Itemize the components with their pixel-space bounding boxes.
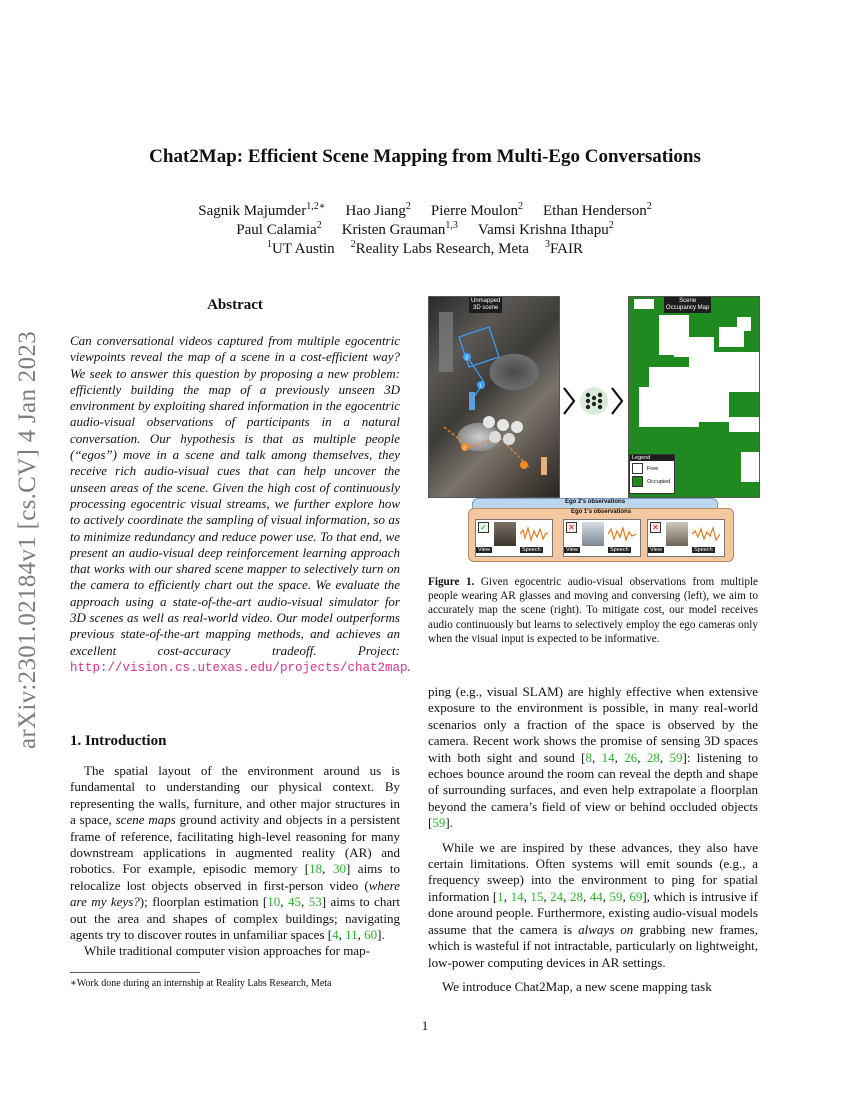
paragraph-text: , [614, 749, 625, 765]
citation-link[interactable]: 11 [345, 927, 358, 943]
intro-right-column [428, 684, 758, 995]
wall-shape [439, 312, 453, 372]
marker-orange-1 [520, 461, 528, 469]
paragraph-text: , [357, 927, 365, 943]
footnote-rule [70, 972, 200, 973]
chair [497, 419, 509, 431]
citation-link[interactable]: 45 [287, 894, 301, 910]
arxiv-stamp [8, 300, 48, 780]
intro-paragraph-5 [428, 979, 758, 995]
intro-paragraph-3 [428, 684, 758, 832]
chevron-right-icon [564, 388, 574, 414]
speech-label: Speech [694, 547, 713, 553]
paragraph-text: , [300, 894, 309, 910]
section-heading-introduction: 1. Introduction [70, 733, 167, 749]
intro-left-column [70, 763, 400, 960]
abstract-text: Can conversational videos captured from multiple egocentric viewpoints reveal the map of a scene in a cost-efficient way? We seek to answer this question by proposing a new problem: efficiently building the map of a previously unseen 3D environment by exploiting shared information in the egocentric audio-visual observations of participants in a natural conversation. Our hypothesis is that as multiple people (“egos”) move in a scene and talk among themselves, they receive rich audio-visual cues that can help uncover the unseen areas of the scene. Given the high cost of continuously processing egocentric visual streams, we further explore how to actively coordinate the sampling of visual information, so as to minimize redundancy and reduce power use. To that end, we present an audio-visual deep reinforcement learning approach that works with our shared scene mapper to selectively turn on the camera to efficiently chart out the space. We evaluate the approach using a state-of-the-art audio-visual simulator for 3D scenes as well as real-world video. Our model outperforms previous state-of-the-art mapping methods, and achieves an excellent cost-accuracy tradeoff. Project: http://vision.cs.utexas.edu/projects/chat2map. [70, 333, 411, 675]
paragraph-text: , [543, 888, 551, 904]
check-icon: ✓ [478, 522, 489, 533]
speech-waveform [692, 526, 720, 542]
citation-link[interactable]: 30 [332, 861, 346, 877]
citation-link[interactable]: 59 [669, 749, 683, 765]
paragraph-text: , [591, 749, 602, 765]
intro-paragraph-4 [428, 840, 758, 971]
paragraph-text: , [563, 888, 570, 904]
citation-link[interactable]: 53 [308, 894, 322, 910]
emphasis-text: where are my keys? [70, 877, 400, 910]
paragraph-text: , [582, 888, 590, 904]
speech-label: Speech [522, 547, 541, 553]
ego1-panel [468, 508, 734, 562]
project-link[interactable]: http://vision.cs.utexas.edu/projects/chat2map [70, 660, 408, 675]
paragraph-text: ping (e.g., visual SLAM) are highly effective when extensive exposure to the environment is possible, in many real-world scenarios only a fraction of the space is observed by the camera. Recent work shows the promise of sensing 3D spaces with both sight and sound [ [428, 684, 758, 765]
ego2-title: Ego 2's observations [564, 499, 626, 505]
paragraph-text: ]. [377, 927, 385, 943]
legend-free [630, 461, 674, 474]
chair [483, 416, 495, 428]
legend-title: Legend [630, 455, 674, 461]
paragraph-text: , [622, 888, 630, 904]
paragraph-text: , [659, 749, 670, 765]
paragraph-text: ] aims to relocalize lost objects observed in first-person video ( [70, 861, 401, 893]
paragraph-text: We introduce Chat2Map, a new scene mapping task [442, 978, 712, 994]
citation-link[interactable]: 15 [530, 888, 544, 904]
paragraph-text: ground activity and objects in a persistent frame of reference, facilitating high-level reasoning for many downstream applications in augmented reality (AR) and robotics. For example, episodic memory [ [70, 812, 400, 877]
author-name: Ethan Henderson$^2$ [542, 201, 652, 219]
paragraph-text: , [280, 894, 288, 910]
paragraph-text: , [637, 749, 647, 765]
chair [511, 421, 523, 433]
citation-link[interactable]: 14 [601, 749, 615, 765]
citation-link[interactable]: 24 [550, 888, 564, 904]
view-thumbnail [582, 522, 604, 546]
paragraph-text: , [322, 861, 333, 877]
author-name: Kristen Grauman$^{1,3}$ [341, 220, 458, 238]
ego1-title: Ego 1's observations [570, 509, 632, 515]
chevron-right-icon [612, 388, 622, 414]
figure-1-caption [428, 575, 758, 646]
intro-paragraph-2 [70, 943, 400, 959]
cross-icon: ✕ [650, 522, 661, 533]
person-1 [469, 392, 475, 410]
citation-link[interactable]: 69 [629, 888, 643, 904]
marker-text-2: 2 [463, 445, 467, 452]
affiliation: $^1$UT Austin [267, 239, 335, 257]
ego-path-3 [444, 427, 529, 467]
map-legend [629, 454, 675, 494]
citation-link[interactable]: 28 [569, 888, 583, 904]
citation-link[interactable]: 44 [589, 888, 603, 904]
speech-label: Speech [610, 547, 629, 553]
chair [489, 431, 501, 443]
ego1-observation-3 [647, 519, 725, 557]
paragraph-text: ]: listening to echoes bounce around the room can reveal the depth and shape of surrounding surfaces, and even help extrapolate a floorplan beyond the camera’s field of view or behind occluded objects [ [428, 749, 759, 831]
paragraph-text: , [602, 888, 610, 904]
marker-text-1: 1 [479, 383, 483, 390]
scene-overlay [429, 297, 559, 497]
page-number: 1 [421, 1018, 429, 1033]
citation-link[interactable]: 60 [364, 927, 378, 943]
person-2 [541, 457, 547, 475]
view-label: View [566, 547, 578, 553]
scene-label-line-2: 3D scene [473, 305, 499, 311]
abstract-heading: Abstract [207, 297, 263, 313]
view-thumbnail [494, 522, 516, 546]
caption-label: Figure 1. [428, 576, 475, 588]
ego1-observation-2 [563, 519, 641, 557]
free-swatch [632, 463, 643, 474]
paragraph-text: While we are inspired by these advances, they also have certain limitations. Often systems will emit sounds (e.g., a frequency sweep) into the environment to ping for spatial information [ [428, 839, 758, 904]
paragraph-text: grabbing new frames, which is wasteful if not intractable, particularly on lightweight, low-power computing devices in AR settings. [428, 921, 758, 970]
author-name: Vamsi Krishna Ithapu$^2$ [477, 220, 614, 238]
author-name: Paul Calamia$^2$ [236, 220, 322, 238]
citation-link[interactable]: 26 [624, 749, 638, 765]
chair [503, 433, 515, 445]
unmapped-scene-image [428, 296, 560, 498]
speech-waveform [608, 526, 636, 542]
view-label: View [478, 547, 490, 553]
paragraph-text: , [503, 888, 511, 904]
citation-link[interactable]: 10 [267, 894, 281, 910]
view-thumbnail [666, 522, 688, 546]
citation-link[interactable]: 4 [332, 927, 339, 943]
paragraph-text: ]. [445, 815, 453, 831]
legend-free-label: Free [647, 465, 659, 472]
paragraph-text: ], which is intrusive if done around people. Furthermore, existing audio-visual models assume that the camera is [428, 888, 758, 937]
network-icon [580, 387, 608, 415]
abstract-body: Can conversational videos captured from multiple egocentric viewpoints reveal the map of a scene in a cost-efficient way? We seek to answer this question by proposing a new problem: efficiently building the map of a previously unseen 3D environment by exploiting shared information in the egocentric audio-visual observations of participants in a natural conversation. Our hypothesis is that as multiple people (“egos”) move in a scene and talk among themselves, they receive rich audio-visual cues that can help uncover the unseen areas of the scene. Given the high cost of continuously processing egocentric visual streams, we further explore how to actively coordinate the sampling of visual information, so as to minimize redundancy and reduce power use. To that end, we present an audio-visual deep reinforcement learning approach that works with our shared scene mapper to selectively turn on the camera to efficiently chart out the space. We evaluate the approach using a state-of-the-art audio-visual simulator for 3D scenes as well as real-world video. Our model outperforms previous state-of-the-art mapping methods, and achieves an excellent cost-accuracy tradeoff. Project: [70, 333, 400, 658]
occupied-swatch [632, 476, 643, 487]
view-label: View [650, 547, 662, 553]
paragraph-text: , [338, 927, 346, 943]
caption-text: Given egocentric audio-visual observations from multiple people wearing AR glasses and moving and conversing (left), we aim to accurately map the scene (right). To mitigate cost, our model receives audio continuously but learns to selectively employ the ego cameras only when the visual input is expected to be informative. [428, 576, 758, 645]
author-name: Pierre Moulon$^2$ [430, 201, 523, 219]
paragraph-text: , [523, 888, 531, 904]
footnote: ∗Work done during an internship at Reality Labs Research, Meta [70, 978, 332, 989]
map-label [664, 297, 711, 313]
cross-icon: ✕ [566, 522, 577, 533]
legend-occupied-label: Occupied [647, 478, 671, 485]
affiliation: $^2$Reality Labs Research, Meta [350, 239, 529, 257]
author-name: Hao Jiang$^2$ [345, 201, 411, 219]
citation-link[interactable]: 18 [309, 861, 323, 877]
paragraph-text: ] aims to chart out the area and shapes of complex buildings; navigating agents try to discover routes in unfamiliar spaces [ [70, 894, 401, 943]
speech-waveform [520, 526, 548, 542]
authors-line-2 [0, 220, 850, 240]
marker-text-3: 3 [465, 355, 469, 362]
paper-title: Chat2Map: Efficient Scene Mapping from Multi-Ego Conversations [149, 146, 701, 167]
citation-link[interactable]: 14 [510, 888, 524, 904]
paragraph-text: While traditional computer vision approaches for map- [84, 943, 370, 959]
occupancy-map [628, 296, 760, 498]
affiliations [0, 239, 850, 259]
affiliation: $^3$FAIR [544, 239, 583, 257]
emphasis-text: scene maps [115, 812, 176, 828]
map-label-line-2: Occupancy Map [666, 305, 710, 311]
map-label-line-1: Scene [679, 298, 697, 304]
scene-label-line-1: Unmapped [471, 298, 501, 304]
citation-link[interactable]: 8 [585, 749, 592, 765]
citation-link[interactable]: 59 [432, 815, 446, 831]
emphasis-text: always on [578, 921, 634, 937]
authors-line-1 [0, 201, 850, 221]
figure-1 [428, 296, 760, 558]
paragraph-text: ); floorplan estimation [ [139, 894, 268, 910]
pipeline-arrows [562, 384, 626, 418]
legend-occupied [630, 474, 674, 487]
citation-link[interactable]: 1 [497, 888, 504, 904]
author-name: Sagnik Majumder$^{1,2∗}$ [198, 201, 326, 219]
citation-link[interactable]: 59 [609, 888, 623, 904]
ego1-observation-1 [475, 519, 553, 557]
citation-link[interactable]: 28 [646, 749, 660, 765]
arxiv-id: arXiv:2301.02184v1 [cs.CV] 4 Jan 2023 [14, 331, 41, 749]
intro-paragraph-1 [70, 763, 400, 943]
paragraph-text: The spatial layout of the environment around us is fundamental to understanding our physical context. By representing the walls, furniture, and other major structures in a space, [70, 763, 400, 828]
